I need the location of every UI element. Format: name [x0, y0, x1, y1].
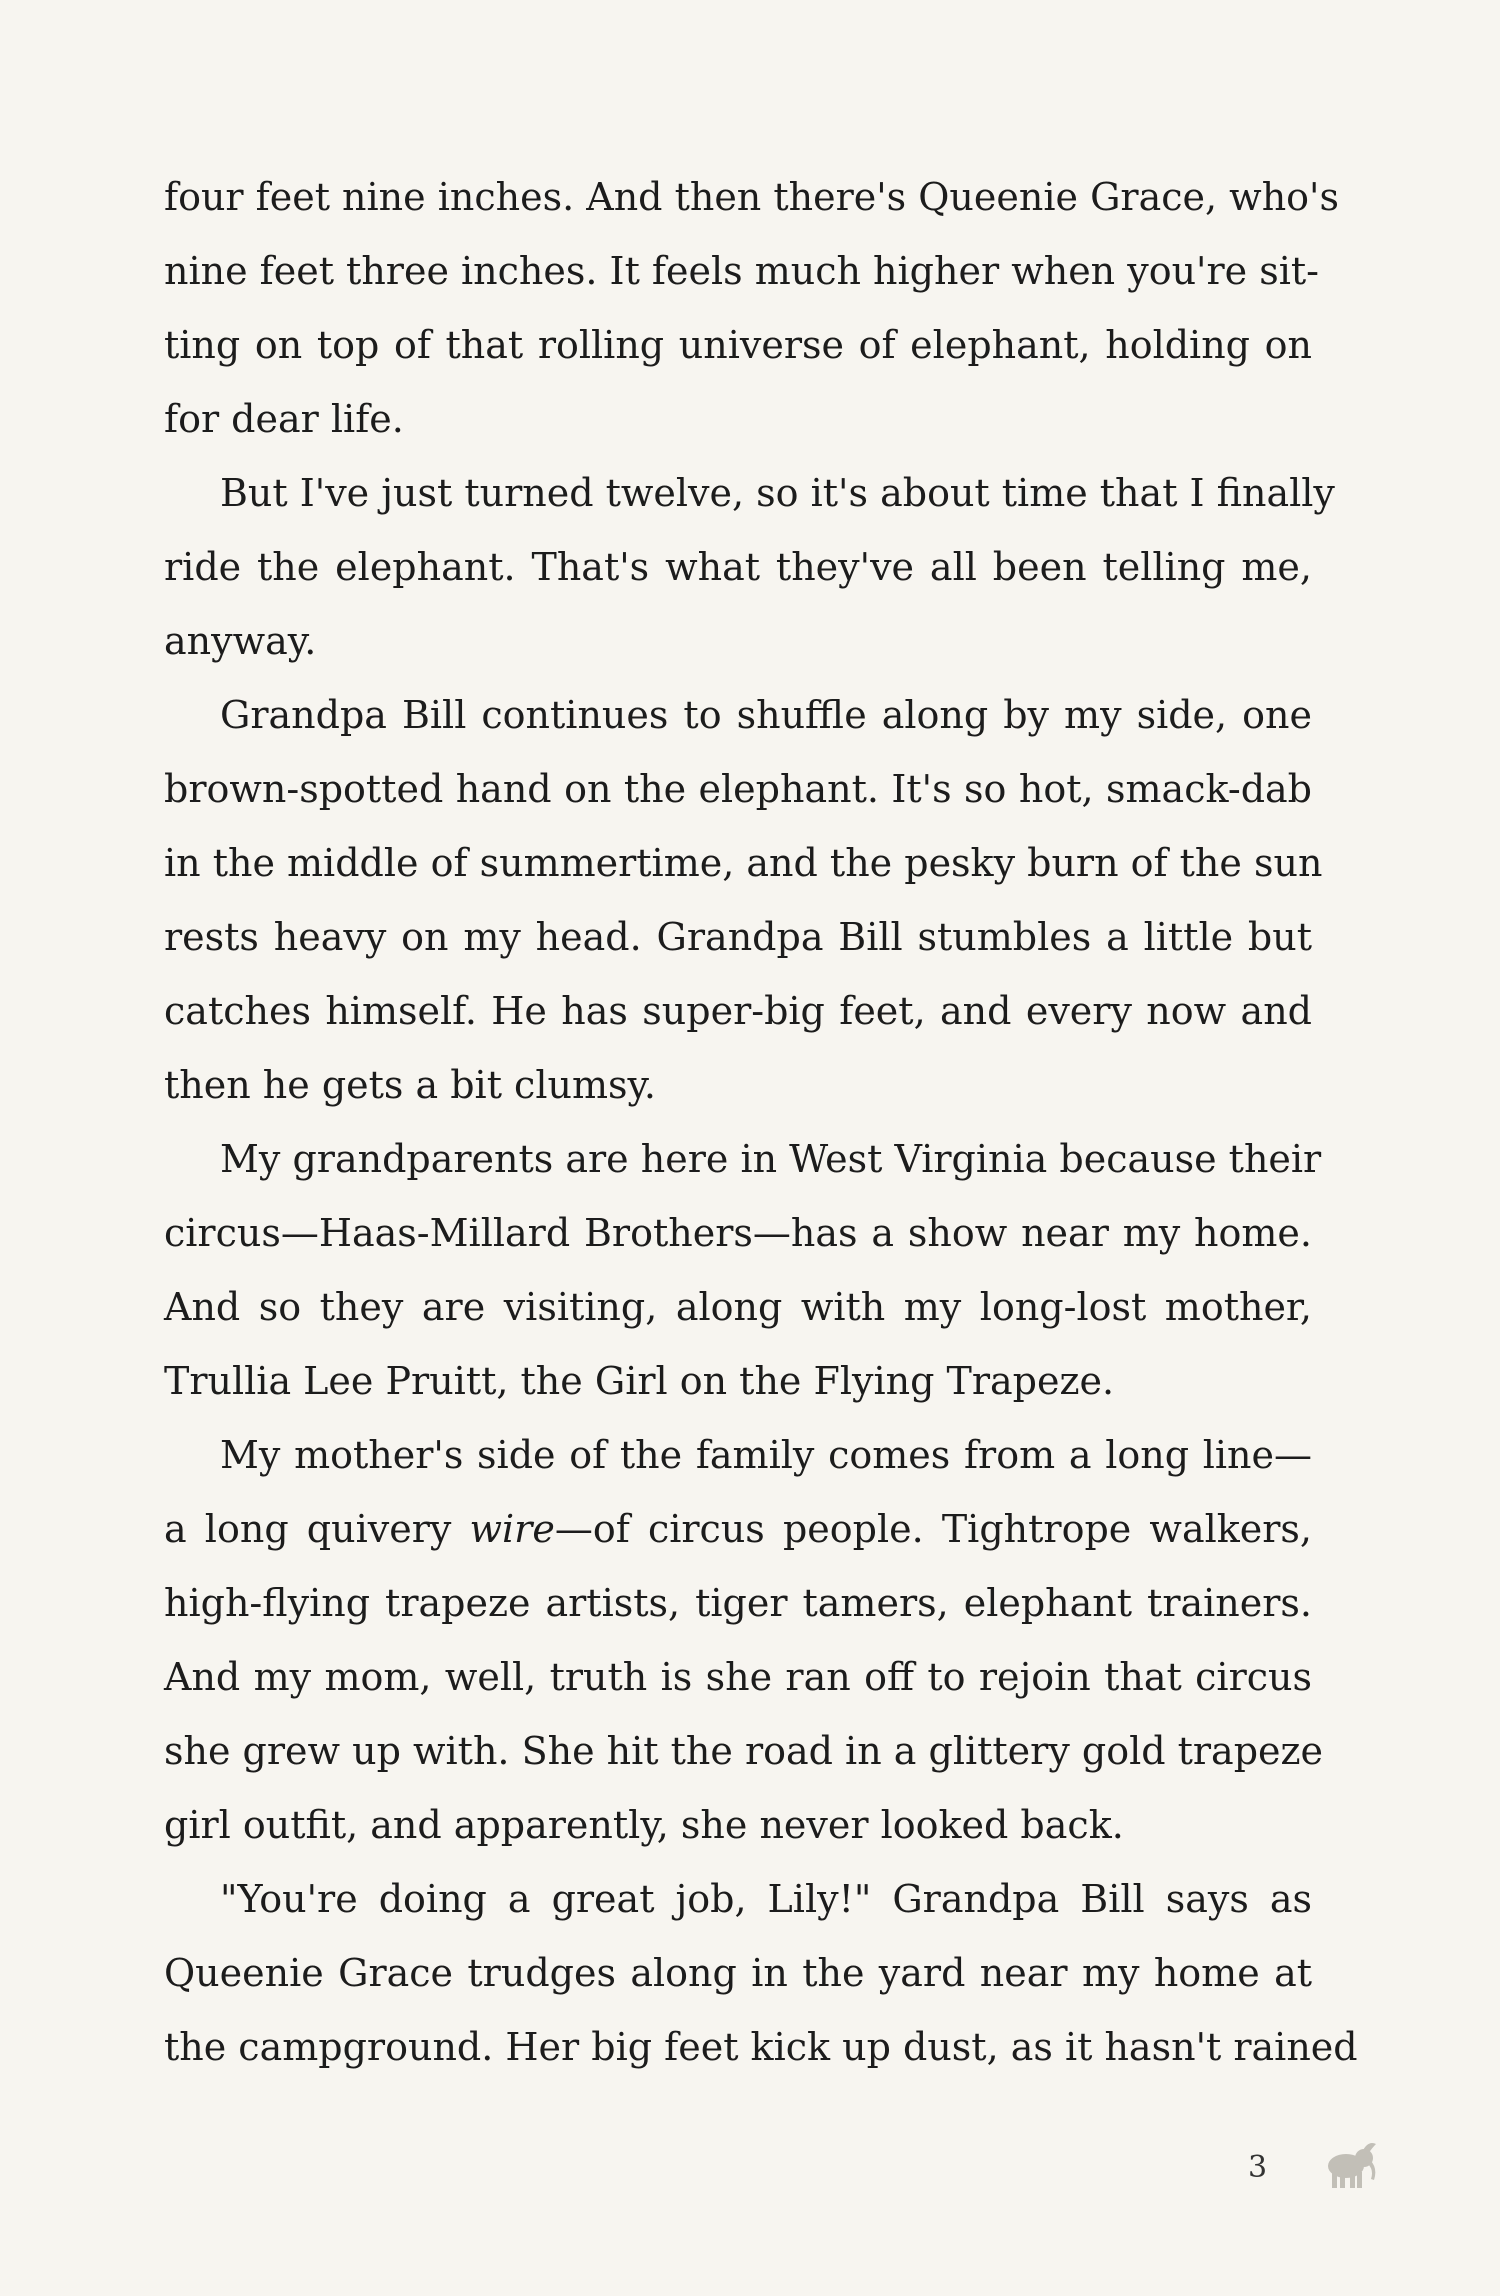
text-line: Trullia Lee Pruitt, the Girl on the Flying Trapeze.: [164, 1359, 1115, 1403]
text-line: catches himself. He has super-big feet, and every now and: [164, 989, 1312, 1033]
text-line: My mother's side of the family comes from a long line—: [220, 1433, 1312, 1477]
text-line: high-flying trapeze artists, tiger tamers, elephant trainers.: [164, 1581, 1312, 1625]
text-line: brown-spotted hand on the elephant. It's so hot, smack-dab: [164, 767, 1312, 811]
text-line: "You're doing a great job, Lily!" Grandpa Bill says as: [220, 1877, 1312, 1921]
text-line: ride the elephant. That's what they've all been telling me,: [164, 545, 1312, 589]
text-line: circus—Haas-Millard Brothers—has a show near my home.: [164, 1211, 1312, 1255]
text-line: four feet nine inches. And then there's Queenie Grace, who's: [164, 175, 1339, 219]
text-line: My grandparents are here in West Virginia because their: [220, 1137, 1322, 1181]
page-number: 3: [1248, 2150, 1268, 2185]
text-line: Queenie Grace trudges along in the yard near my home at: [164, 1951, 1312, 1995]
text-line: And my mom, well, truth is she ran off to rejoin that circus: [164, 1655, 1312, 1699]
text-line: anyway.: [164, 619, 317, 663]
text-line: And so they are visiting, along with my long-lost mother,: [164, 1285, 1312, 1329]
text-line: rests heavy on my head. Grandpa Bill stumbles a little but: [164, 915, 1312, 959]
text-line: for dear life.: [164, 397, 404, 441]
text-line: the campground. Her big feet kick up dust, as it hasn't rained: [164, 2025, 1358, 2069]
text-line: girl outfit, and apparently, she never looked back.: [164, 1803, 1124, 1847]
text-line: she grew up with. She hit the road in a glittery gold trapeze: [164, 1729, 1324, 1773]
text-line: ting on top of that rolling universe of elephant, holding on: [164, 323, 1312, 367]
text-line: a long quivery wire—of circus people. Tightrope walkers,: [164, 1507, 1313, 1551]
body-text: [164, 160, 1358, 2084]
elephant-icon: [1318, 2130, 1382, 2194]
text-line: But I've just turned twelve, so it's about time that I finally: [220, 471, 1335, 515]
text-line: nine feet three inches. It feels much higher when you're sit-: [164, 249, 1319, 293]
text-line: in the middle of summertime, and the pesky burn of the sun: [164, 841, 1323, 885]
text-line: then he gets a bit clumsy.: [164, 1063, 656, 1107]
text-line: Grandpa Bill continues to shuffle along by my side, one: [220, 693, 1312, 737]
